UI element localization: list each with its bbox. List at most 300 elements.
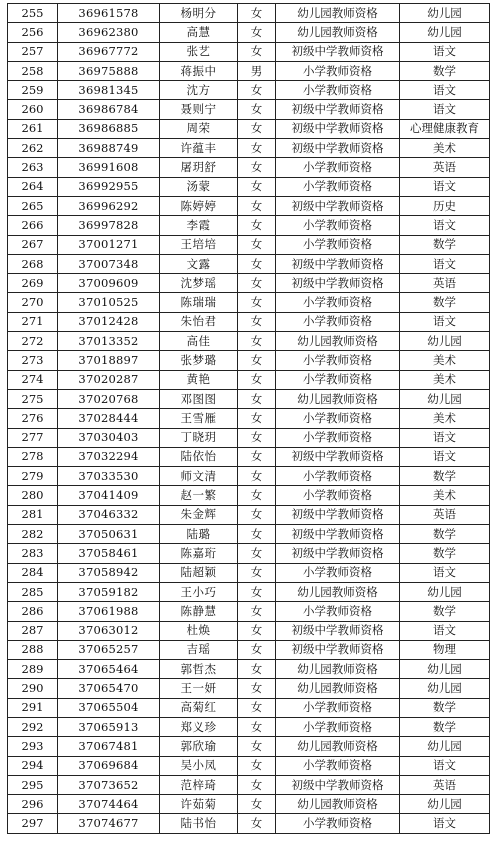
table-row: [8, 409, 490, 428]
qualification-cell: 幼儿园教师资格: [276, 679, 400, 698]
qualification-cell: 小学教师资格: [276, 216, 400, 235]
table-row: [8, 293, 490, 312]
qualification-cell: 幼儿园教师资格: [276, 23, 400, 42]
seq-cell: 267: [8, 235, 58, 254]
qualification-cell: 小学教师资格: [276, 428, 400, 447]
subject-cell: 语文: [400, 756, 490, 775]
seq-cell: 289: [8, 660, 58, 679]
gender-cell: 女: [238, 544, 276, 563]
qualification-cell: 初级中学教师资格: [276, 447, 400, 466]
subject-cell: 美术: [400, 486, 490, 505]
exam-id-cell: 37007348: [58, 254, 160, 273]
table-row: [8, 428, 490, 447]
subject-cell: 语文: [400, 254, 490, 273]
gender-cell: 女: [238, 737, 276, 756]
seq-cell: 259: [8, 81, 58, 100]
seq-cell: 295: [8, 775, 58, 794]
exam-id-cell: 37013352: [58, 332, 160, 351]
seq-cell: 270: [8, 293, 58, 312]
table-row: [8, 139, 490, 158]
subject-cell: 语文: [400, 814, 490, 833]
qualification-cell: 小学教师资格: [276, 177, 400, 196]
seq-cell: 269: [8, 274, 58, 293]
subject-cell: 物理: [400, 640, 490, 659]
exam-id-cell: 37030403: [58, 428, 160, 447]
name-cell: 许蕴丰: [160, 139, 238, 158]
table-row: [8, 196, 490, 215]
exam-id-cell: 36996292: [58, 196, 160, 215]
gender-cell: 女: [238, 158, 276, 177]
subject-cell: 幼儿园: [400, 4, 490, 23]
name-cell: 陆依怡: [160, 447, 238, 466]
subject-cell: 美术: [400, 351, 490, 370]
table-row: [8, 795, 490, 814]
qualification-cell: 小学教师资格: [276, 563, 400, 582]
seq-cell: 281: [8, 505, 58, 524]
qualification-cell: 幼儿园教师资格: [276, 660, 400, 679]
subject-cell: 幼儿园: [400, 795, 490, 814]
qualification-cell: 小学教师资格: [276, 293, 400, 312]
gender-cell: 女: [238, 775, 276, 794]
qualification-cell: 小学教师资格: [276, 717, 400, 736]
seq-cell: 293: [8, 737, 58, 756]
exam-id-cell: 36961578: [58, 4, 160, 23]
seq-cell: 278: [8, 447, 58, 466]
subject-cell: 英语: [400, 505, 490, 524]
table-row: [8, 351, 490, 370]
name-cell: 吴小凤: [160, 756, 238, 775]
qualification-cell: 小学教师资格: [276, 61, 400, 80]
table-row: [8, 582, 490, 601]
seq-cell: 296: [8, 795, 58, 814]
subject-cell: 数学: [400, 467, 490, 486]
gender-cell: 女: [238, 254, 276, 273]
subject-cell: 语文: [400, 563, 490, 582]
exam-id-cell: 37010525: [58, 293, 160, 312]
applicant-table-body: [8, 4, 490, 834]
exam-id-cell: 37046332: [58, 505, 160, 524]
exam-id-cell: 36986784: [58, 100, 160, 119]
qualification-cell: 小学教师资格: [276, 81, 400, 100]
name-cell: 王一妍: [160, 679, 238, 698]
subject-cell: 语文: [400, 312, 490, 331]
gender-cell: 女: [238, 42, 276, 61]
subject-cell: 幼儿园: [400, 389, 490, 408]
qualification-cell: 小学教师资格: [276, 602, 400, 621]
name-cell: 汤蒙: [160, 177, 238, 196]
seq-cell: 282: [8, 525, 58, 544]
qualification-cell: 初级中学教师资格: [276, 621, 400, 640]
exam-id-cell: 36997828: [58, 216, 160, 235]
exam-id-cell: 37028444: [58, 409, 160, 428]
qualification-cell: 初级中学教师资格: [276, 119, 400, 138]
table-row: [8, 698, 490, 717]
name-cell: 王培培: [160, 235, 238, 254]
name-cell: 沈方: [160, 81, 238, 100]
seq-cell: 279: [8, 467, 58, 486]
exam-id-cell: 37059182: [58, 582, 160, 601]
table-row: [8, 42, 490, 61]
table-row: [8, 312, 490, 331]
seq-cell: 277: [8, 428, 58, 447]
subject-cell: 语文: [400, 100, 490, 119]
name-cell: 郭哲杰: [160, 660, 238, 679]
gender-cell: 男: [238, 61, 276, 80]
gender-cell: 女: [238, 235, 276, 254]
gender-cell: 女: [238, 447, 276, 466]
gender-cell: 女: [238, 582, 276, 601]
name-cell: 张艺: [160, 42, 238, 61]
table-row: [8, 4, 490, 23]
qualification-cell: 幼儿园教师资格: [276, 4, 400, 23]
name-cell: 杨明分: [160, 4, 238, 23]
gender-cell: 女: [238, 756, 276, 775]
gender-cell: 女: [238, 351, 276, 370]
applicant-table: [7, 3, 490, 834]
qualification-cell: 幼儿园教师资格: [276, 737, 400, 756]
subject-cell: 英语: [400, 775, 490, 794]
gender-cell: 女: [238, 370, 276, 389]
qualification-cell: 小学教师资格: [276, 486, 400, 505]
subject-cell: 幼儿园: [400, 23, 490, 42]
exam-id-cell: 37067481: [58, 737, 160, 756]
seq-cell: 271: [8, 312, 58, 331]
name-cell: 师文清: [160, 467, 238, 486]
name-cell: 周荣: [160, 119, 238, 138]
seq-cell: 272: [8, 332, 58, 351]
seq-cell: 260: [8, 100, 58, 119]
name-cell: 朱金辉: [160, 505, 238, 524]
table-row: [8, 602, 490, 621]
table-row: [8, 544, 490, 563]
subject-cell: 数学: [400, 61, 490, 80]
qualification-cell: 初级中学教师资格: [276, 196, 400, 215]
exam-id-cell: 36991608: [58, 158, 160, 177]
qualification-cell: 小学教师资格: [276, 351, 400, 370]
seq-cell: 285: [8, 582, 58, 601]
exam-id-cell: 36975888: [58, 61, 160, 80]
gender-cell: 女: [238, 389, 276, 408]
table-row: [8, 100, 490, 119]
gender-cell: 女: [238, 486, 276, 505]
name-cell: 高菊红: [160, 698, 238, 717]
seq-cell: 266: [8, 216, 58, 235]
name-cell: 范梓琦: [160, 775, 238, 794]
qualification-cell: 小学教师资格: [276, 235, 400, 254]
table-row: [8, 563, 490, 582]
name-cell: 朱怡君: [160, 312, 238, 331]
gender-cell: 女: [238, 640, 276, 659]
subject-cell: 数学: [400, 698, 490, 717]
seq-cell: 274: [8, 370, 58, 389]
seq-cell: 288: [8, 640, 58, 659]
gender-cell: 女: [238, 679, 276, 698]
exam-id-cell: 37033530: [58, 467, 160, 486]
table-row: [8, 332, 490, 351]
exam-id-cell: 37065464: [58, 660, 160, 679]
exam-id-cell: 36967772: [58, 42, 160, 61]
exam-id-cell: 37041409: [58, 486, 160, 505]
seq-cell: 265: [8, 196, 58, 215]
gender-cell: 女: [238, 428, 276, 447]
exam-id-cell: 37001271: [58, 235, 160, 254]
exam-id-cell: 37074464: [58, 795, 160, 814]
exam-id-cell: 37061988: [58, 602, 160, 621]
subject-cell: 语文: [400, 428, 490, 447]
name-cell: 陆书怡: [160, 814, 238, 833]
gender-cell: 女: [238, 814, 276, 833]
name-cell: 沈梦瑶: [160, 274, 238, 293]
seq-cell: 262: [8, 139, 58, 158]
seq-cell: 284: [8, 563, 58, 582]
exam-id-cell: 37020768: [58, 389, 160, 408]
exam-id-cell: 37009609: [58, 274, 160, 293]
gender-cell: 女: [238, 81, 276, 100]
name-cell: 黄艳: [160, 370, 238, 389]
table-row: [8, 274, 490, 293]
gender-cell: 女: [238, 274, 276, 293]
gender-cell: 女: [238, 698, 276, 717]
gender-cell: 女: [238, 505, 276, 524]
exam-id-cell: 37018897: [58, 351, 160, 370]
subject-cell: 幼儿园: [400, 660, 490, 679]
gender-cell: 女: [238, 100, 276, 119]
table-row: [8, 679, 490, 698]
name-cell: 吉瑶: [160, 640, 238, 659]
exam-id-cell: 36992955: [58, 177, 160, 196]
qualification-cell: 幼儿园教师资格: [276, 582, 400, 601]
exam-id-cell: 37050631: [58, 525, 160, 544]
name-cell: 陆超颖: [160, 563, 238, 582]
gender-cell: 女: [238, 293, 276, 312]
qualification-cell: 初级中学教师资格: [276, 775, 400, 794]
qualification-cell: 初级中学教师资格: [276, 640, 400, 659]
gender-cell: 女: [238, 119, 276, 138]
subject-cell: 数学: [400, 235, 490, 254]
qualification-cell: 初级中学教师资格: [276, 525, 400, 544]
subject-cell: 英语: [400, 158, 490, 177]
name-cell: 邓图图: [160, 389, 238, 408]
subject-cell: 美术: [400, 370, 490, 389]
table-row: [8, 177, 490, 196]
table-row: [8, 621, 490, 640]
gender-cell: 女: [238, 177, 276, 196]
table-row: [8, 640, 490, 659]
name-cell: 屠玥舒: [160, 158, 238, 177]
seq-cell: 257: [8, 42, 58, 61]
gender-cell: 女: [238, 717, 276, 736]
subject-cell: 语文: [400, 81, 490, 100]
table-row: [8, 737, 490, 756]
qualification-cell: 小学教师资格: [276, 756, 400, 775]
subject-cell: 语文: [400, 447, 490, 466]
exam-id-cell: 37065913: [58, 717, 160, 736]
seq-cell: 280: [8, 486, 58, 505]
table-row: [8, 756, 490, 775]
table-row: [8, 119, 490, 138]
seq-cell: 256: [8, 23, 58, 42]
table-row: [8, 389, 490, 408]
table-row: [8, 525, 490, 544]
table-row: [8, 486, 490, 505]
gender-cell: 女: [238, 467, 276, 486]
seq-cell: 283: [8, 544, 58, 563]
qualification-cell: 幼儿园教师资格: [276, 389, 400, 408]
exam-id-cell: 37065470: [58, 679, 160, 698]
name-cell: 杜焕: [160, 621, 238, 640]
qualification-cell: 小学教师资格: [276, 467, 400, 486]
qualification-cell: 初级中学教师资格: [276, 505, 400, 524]
gender-cell: 女: [238, 525, 276, 544]
table-row: [8, 660, 490, 679]
gender-cell: 女: [238, 563, 276, 582]
name-cell: 蒋振中: [160, 61, 238, 80]
name-cell: 聂则宁: [160, 100, 238, 119]
table-row: [8, 23, 490, 42]
seq-cell: 268: [8, 254, 58, 273]
gender-cell: 女: [238, 602, 276, 621]
name-cell: 高佳: [160, 332, 238, 351]
exam-id-cell: 36986885: [58, 119, 160, 138]
name-cell: 赵一繁: [160, 486, 238, 505]
seq-cell: 291: [8, 698, 58, 717]
exam-id-cell: 37020287: [58, 370, 160, 389]
gender-cell: 女: [238, 139, 276, 158]
subject-cell: 语文: [400, 621, 490, 640]
table-row: [8, 81, 490, 100]
seq-cell: 276: [8, 409, 58, 428]
qualification-cell: 小学教师资格: [276, 312, 400, 331]
name-cell: 王雪雁: [160, 409, 238, 428]
subject-cell: 美术: [400, 409, 490, 428]
gender-cell: 女: [238, 795, 276, 814]
qualification-cell: 初级中学教师资格: [276, 42, 400, 61]
qualification-cell: 小学教师资格: [276, 158, 400, 177]
gender-cell: 女: [238, 23, 276, 42]
seq-cell: 286: [8, 602, 58, 621]
qualification-cell: 初级中学教师资格: [276, 274, 400, 293]
qualification-cell: 小学教师资格: [276, 409, 400, 428]
table-row: [8, 505, 490, 524]
table-row: [8, 467, 490, 486]
exam-id-cell: 37032294: [58, 447, 160, 466]
name-cell: 李霞: [160, 216, 238, 235]
exam-id-cell: 37073652: [58, 775, 160, 794]
table-row: [8, 61, 490, 80]
table-row: [8, 235, 490, 254]
seq-cell: 264: [8, 177, 58, 196]
qualification-cell: 小学教师资格: [276, 814, 400, 833]
qualification-cell: 初级中学教师资格: [276, 254, 400, 273]
name-cell: 张梦璐: [160, 351, 238, 370]
qualification-cell: 幼儿园教师资格: [276, 795, 400, 814]
subject-cell: 幼儿园: [400, 582, 490, 601]
subject-cell: 幼儿园: [400, 332, 490, 351]
name-cell: 郭欣瑜: [160, 737, 238, 756]
seq-cell: 261: [8, 119, 58, 138]
name-cell: 郑义珍: [160, 717, 238, 736]
subject-cell: 语文: [400, 216, 490, 235]
name-cell: 陈瑞瑞: [160, 293, 238, 312]
seq-cell: 275: [8, 389, 58, 408]
subject-cell: 幼儿园: [400, 737, 490, 756]
qualification-cell: 幼儿园教师资格: [276, 332, 400, 351]
name-cell: 王小巧: [160, 582, 238, 601]
exam-id-cell: 37063012: [58, 621, 160, 640]
subject-cell: 数学: [400, 525, 490, 544]
name-cell: 丁晓玥: [160, 428, 238, 447]
table-row: [8, 775, 490, 794]
gender-cell: 女: [238, 312, 276, 331]
subject-cell: 数学: [400, 293, 490, 312]
subject-cell: 数学: [400, 602, 490, 621]
subject-cell: 英语: [400, 274, 490, 293]
exam-id-cell: 36981345: [58, 81, 160, 100]
exam-id-cell: 37058942: [58, 563, 160, 582]
qualification-cell: 初级中学教师资格: [276, 544, 400, 563]
qualification-cell: 初级中学教师资格: [276, 139, 400, 158]
subject-cell: 语文: [400, 42, 490, 61]
subject-cell: 美术: [400, 139, 490, 158]
exam-id-cell: 36962380: [58, 23, 160, 42]
subject-cell: 心理健康教育: [400, 119, 490, 138]
subject-cell: 数学: [400, 544, 490, 563]
exam-id-cell: 36988749: [58, 139, 160, 158]
qualification-cell: 初级中学教师资格: [276, 100, 400, 119]
qualification-cell: 小学教师资格: [276, 370, 400, 389]
subject-cell: 幼儿园: [400, 679, 490, 698]
gender-cell: 女: [238, 216, 276, 235]
table-row: [8, 447, 490, 466]
seq-cell: 297: [8, 814, 58, 833]
exam-id-cell: 37012428: [58, 312, 160, 331]
name-cell: 陈嘉珩: [160, 544, 238, 563]
seq-cell: 290: [8, 679, 58, 698]
seq-cell: 292: [8, 717, 58, 736]
table-row: [8, 370, 490, 389]
name-cell: 陈婷婷: [160, 196, 238, 215]
table-row: [8, 717, 490, 736]
subject-cell: 数学: [400, 717, 490, 736]
table-row: [8, 216, 490, 235]
exam-id-cell: 37058461: [58, 544, 160, 563]
name-cell: 许茹菊: [160, 795, 238, 814]
seq-cell: 263: [8, 158, 58, 177]
name-cell: 陆璐: [160, 525, 238, 544]
gender-cell: 女: [238, 196, 276, 215]
table-row: [8, 254, 490, 273]
exam-id-cell: 37065257: [58, 640, 160, 659]
seq-cell: 287: [8, 621, 58, 640]
seq-cell: 294: [8, 756, 58, 775]
qualification-cell: 小学教师资格: [276, 698, 400, 717]
gender-cell: 女: [238, 332, 276, 351]
name-cell: 高慧: [160, 23, 238, 42]
exam-id-cell: 37069684: [58, 756, 160, 775]
gender-cell: 女: [238, 621, 276, 640]
subject-cell: 语文: [400, 177, 490, 196]
table-row: [8, 158, 490, 177]
table-row: [8, 814, 490, 833]
subject-cell: 历史: [400, 196, 490, 215]
name-cell: 陈静慧: [160, 602, 238, 621]
gender-cell: 女: [238, 660, 276, 679]
exam-id-cell: 37065504: [58, 698, 160, 717]
seq-cell: 255: [8, 4, 58, 23]
name-cell: 文露: [160, 254, 238, 273]
seq-cell: 273: [8, 351, 58, 370]
gender-cell: 女: [238, 409, 276, 428]
